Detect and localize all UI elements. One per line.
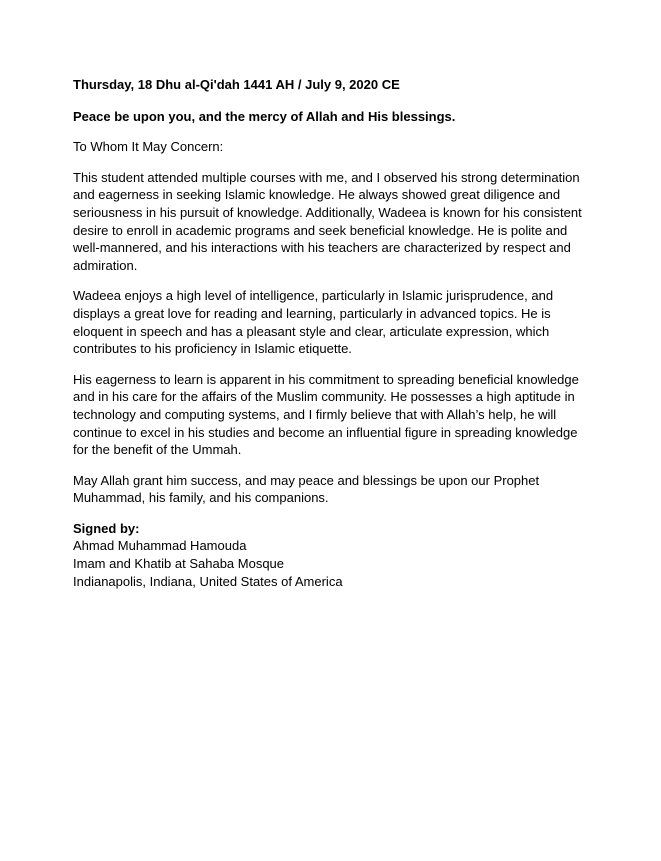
date-line: Thursday, 18 Dhu al-Qi'dah 1441 AH / July 9, 2020 CE	[73, 77, 400, 92]
salutation: To Whom It May Concern:	[73, 139, 224, 155]
signer-title: Imam and Khatib at Sahaba Mosque	[73, 556, 285, 572]
signer-name: Ahmad Muhammad Hamouda	[73, 538, 247, 554]
letter-body	[73, 76, 593, 590]
closing-paragraph: May Allah grant him success, and may peace and blessings be upon our Prophet Muhammad, his family, and his companions.	[73, 472, 540, 506]
signer-location: Indianapolis, Indiana, United States of America	[73, 573, 343, 589]
signature-block	[73, 520, 593, 590]
paragraph-3: His eagerness to learn is apparent in his commitment to spreading beneficial knowledge and in his care for the affairs of the Muslim community. He possesses a high aptitude in technology and computing systems, and I firmly believe that with Allah’s help, he will continue to excel in his studies and become an influential figure in spreading knowledge for the benefit of the Ummah.	[73, 371, 579, 458]
signature-label: Signed by:	[73, 520, 140, 536]
paragraph-2: Wadeea enjoys a high level of intelligence, particularly in Islamic jurisprudence, and displays a great love for reading and learning, particularly in advanced topics. He is eloquent in speech and has a pleasant style and clear, articulate expression, which contributes to his proficiency in Islamic etiquette.	[73, 288, 554, 357]
greeting: Peace be upon you, and the mercy of Allah and His blessings.	[73, 108, 456, 124]
paragraph-1: This student attended multiple courses with me, and I observed his strong determination and eagerness in seeking Islamic knowledge. He always showed great diligence and seriousness in his pursuit of knowledge. Additionally, Wadeea is known for his consistent desire to enroll in academic programs and seek beneficial knowledge. He is polite and well-mannered, and his interactions with his teachers are characterized by respect and admiration.	[73, 169, 582, 273]
